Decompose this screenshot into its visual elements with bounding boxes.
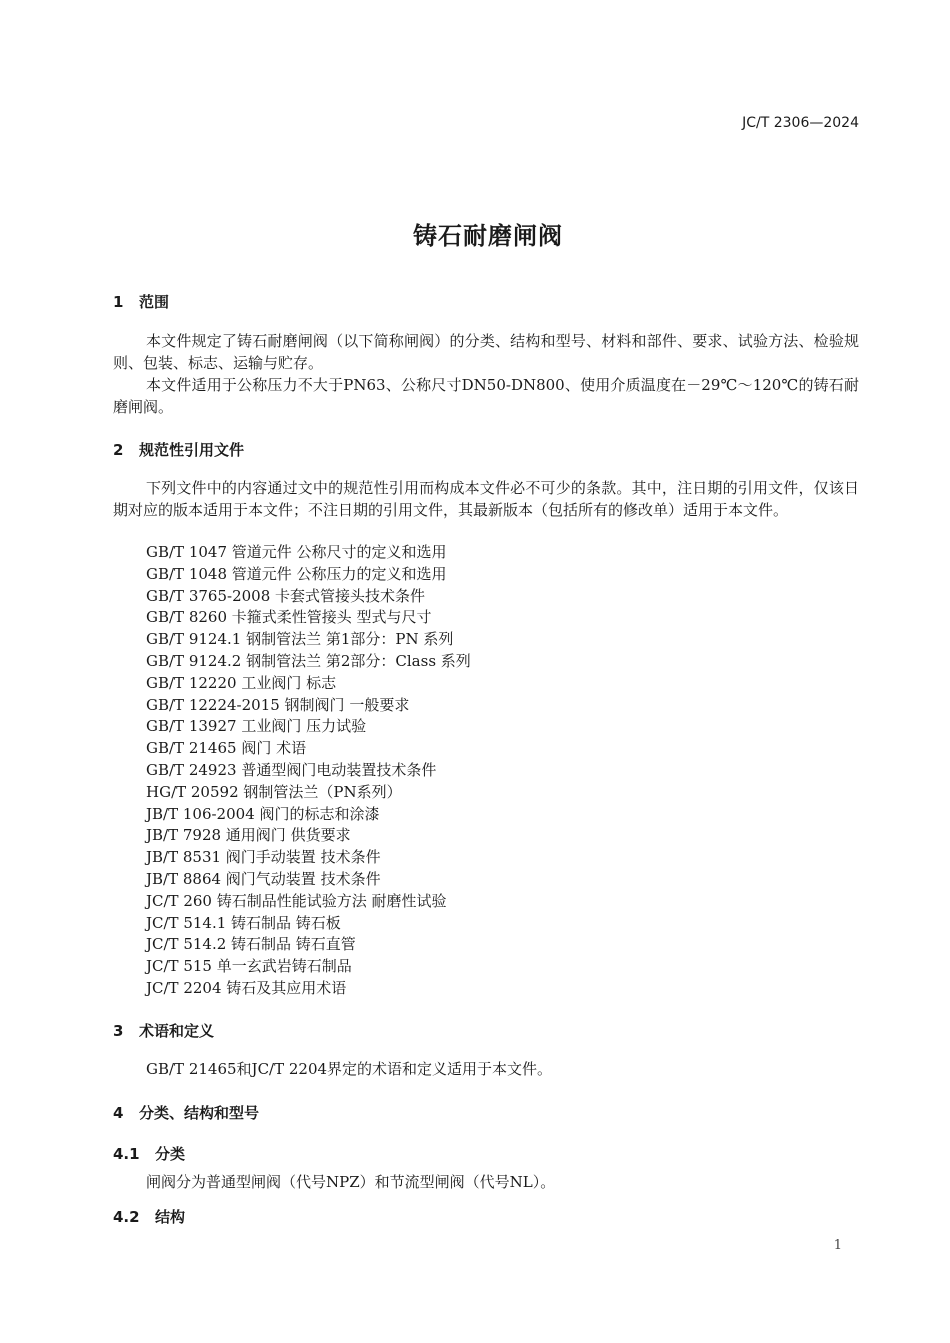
reference-item: JB/T 106-2004 阀门的标志和涂漆 — [146, 804, 380, 823]
reference-item: GB/T 24923 普通型阀门电动装置技术条件 — [146, 760, 437, 779]
reference-list — [146, 542, 471, 1000]
subsection-title: 结构 — [155, 1208, 186, 1226]
reference-item: JC/T 514.2 铸石制品 铸石直管 — [146, 935, 356, 954]
reference-item: GB/T 12224-2015 钢制阀门 一般要求 — [146, 695, 410, 714]
section-title: 范围 — [139, 293, 170, 311]
reference-item: GB/T 1047 管道元件 公称尺寸的定义和选用 — [146, 543, 447, 561]
reference-item: GB/T 8260 卡箍式柔性管接头 型式与尺寸 — [146, 608, 432, 627]
section-3-heading — [113, 1020, 214, 1041]
reference-item: GB/T 12220 工业阀门 标志 — [146, 673, 337, 692]
section-title: 规范性引用文件 — [139, 441, 245, 459]
reference-item: JC/T 260 铸石制品性能试验方法 耐磨性试验 — [146, 891, 447, 910]
subsection-number: 4.1 — [113, 1145, 140, 1163]
reference-item: HG/T 20592 钢制管法兰（PN系列） — [146, 782, 402, 801]
normative-references-intro: 下列文件中的内容通过文中的规范性引用而构成本文件必不可少的条款。其中，注日期的引用文件，仅该日期对应的版本适用于本文件；不注日期的引用文件，其最新版本（包括所有的修改单）适用于本文件。 — [113, 479, 859, 519]
section-title: 术语和定义 — [139, 1022, 215, 1040]
reference-item: JC/T 514.1 铸石制品 铸石板 — [146, 913, 341, 932]
reference-item: GB/T 3765-2008 卡套式管接头技术条件 — [146, 586, 426, 605]
subsection-4-1-heading — [113, 1143, 185, 1164]
reference-item: JC/T 2204 铸石及其应用术语 — [146, 978, 347, 997]
classification-text: 闸阀分为普通型闸阀（代号NPZ）和节流型闸阀（代号NL）。 — [146, 1173, 556, 1191]
subsection-4-2-heading — [113, 1206, 185, 1227]
section-2-heading — [113, 439, 244, 460]
subsection-title: 分类 — [155, 1145, 186, 1163]
document-title: 铸石耐磨闸阀 — [413, 222, 563, 250]
section-number: 1 — [113, 293, 124, 311]
scope-paragraph-2: 本文件适用于公称压力不大于PN63、公称尺寸DN50-DN800、使用介质温度在－29℃～120℃的铸石耐磨闸阀。 — [113, 376, 859, 416]
terms-definitions-text: GB/T 21465和JC/T 2204界定的术语和定义适用于本文件。 — [146, 1060, 553, 1078]
section-number: 3 — [113, 1022, 124, 1040]
page-number: 1 — [833, 1238, 842, 1253]
standard-code: JC/T 2306—2024 — [742, 115, 859, 131]
section-title: 分类、结构和型号 — [139, 1104, 260, 1122]
section-4-heading — [113, 1102, 259, 1123]
reference-item: GB/T 21465 阀门 术语 — [146, 739, 307, 758]
reference-item: GB/T 9124.2 钢制管法兰 第2部分：Class 系列 — [146, 651, 471, 670]
reference-item: GB/T 13927 工业阀门 压力试验 — [146, 717, 367, 736]
reference-item: GB/T 9124.1 钢制管法兰 第1部分：PN 系列 — [146, 630, 454, 649]
reference-item: JB/T 8864 阀门气动装置 技术条件 — [146, 869, 381, 888]
section-number: 2 — [113, 441, 124, 459]
reference-item: GB/T 1048 管道元件 公称压力的定义和选用 — [146, 564, 447, 583]
section-number: 4 — [113, 1104, 124, 1122]
section-1-heading — [113, 291, 169, 312]
reference-item: JC/T 515 单一玄武岩铸石制品 — [146, 957, 352, 976]
reference-item: JB/T 7928 通用阀门 供货要求 — [146, 826, 351, 845]
subsection-number: 4.2 — [113, 1208, 140, 1226]
reference-item: JB/T 8531 阀门手动装置 技术条件 — [146, 848, 381, 867]
scope-paragraph-1: 本文件规定了铸石耐磨闸阀（以下简称闸阀）的分类、结构和型号、材料和部件、要求、试验方法、检验规则、包装、标志、运输与贮存。 — [113, 332, 859, 372]
